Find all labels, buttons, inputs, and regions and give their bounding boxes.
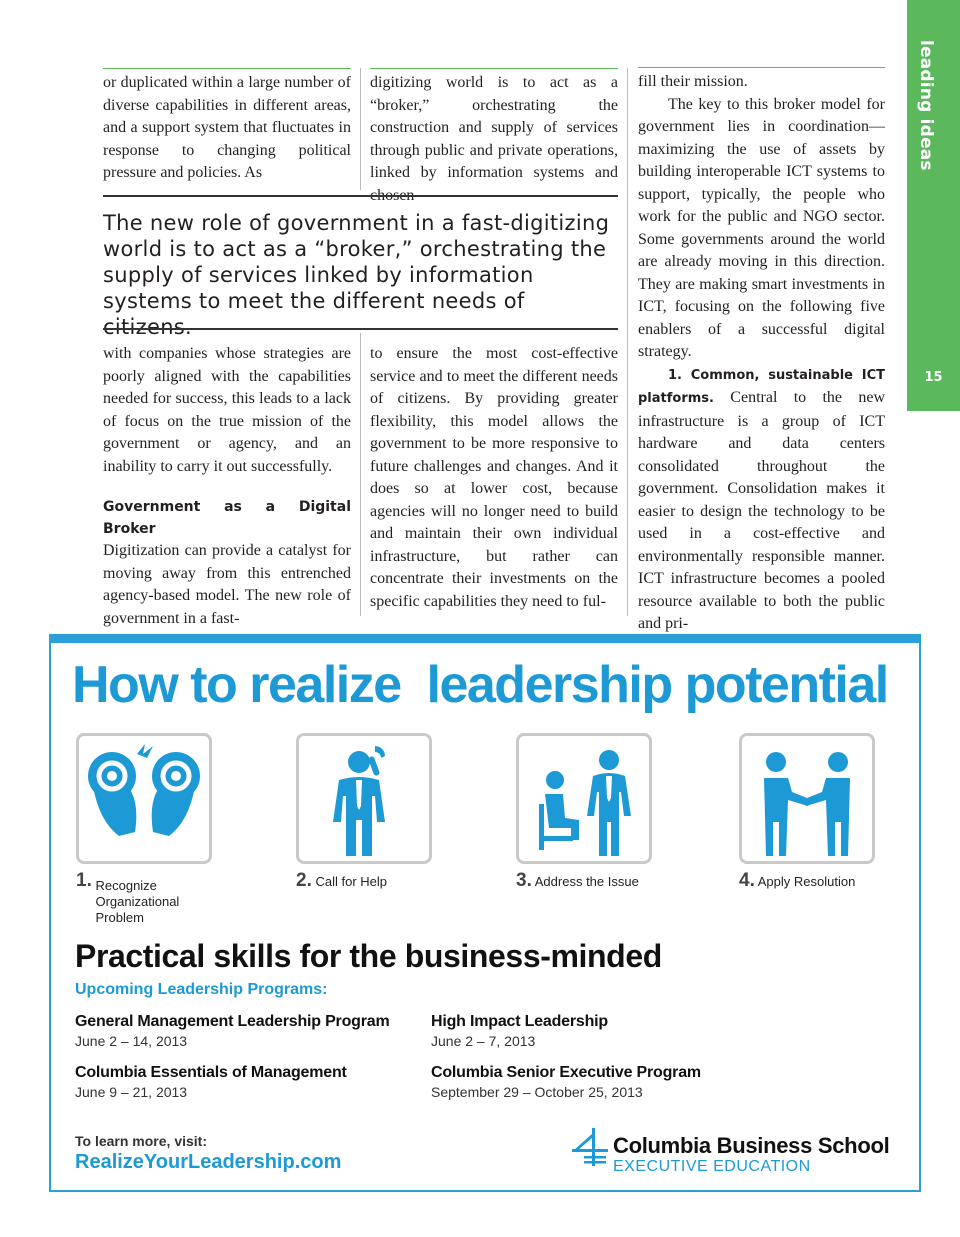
program-date: June 2 – 14, 2013 bbox=[75, 1033, 188, 1049]
ad-headline: Practical skills for the business-minded bbox=[75, 938, 662, 974]
step-4-caption bbox=[739, 870, 909, 891]
program-name: Columbia Essentials of Management bbox=[75, 1064, 347, 1081]
step-label: Recognize Organizational Problem bbox=[95, 878, 180, 925]
brand-name: Columbia Business School bbox=[613, 1133, 890, 1158]
section-tab bbox=[907, 0, 960, 411]
paragraph bbox=[638, 364, 885, 636]
paragraph: Digitization can provide a catalyst for moving away from this entrenched agency-based model. The new role of government in a fast- bbox=[103, 542, 351, 627]
phone-call-person-icon bbox=[299, 736, 429, 861]
meeting-people-icon bbox=[519, 736, 649, 861]
program-name: General Management Leadership Program bbox=[75, 1013, 390, 1030]
brand-subtitle: EXECUTIVE EDUCATION bbox=[613, 1158, 811, 1175]
paragraph: with companies whose strategies are poorly aligned with the capabilities needed for success, this leads to a lack of focus on the true mission of the government or agency, and an inability to carry it out successfully. bbox=[103, 345, 351, 475]
program-item bbox=[431, 1013, 608, 1049]
pull-quote: The new role of government in a fast-digitizing world is to act as a “broker,” orchestrating the supply of services linked by information systems to meet the different needs of citizens. bbox=[103, 211, 610, 339]
step-2-caption bbox=[296, 870, 456, 891]
program-date: September 29 – October 25, 2013 bbox=[431, 1084, 643, 1100]
pull-quote-rule-top bbox=[103, 195, 618, 197]
step-3-caption bbox=[516, 870, 696, 891]
program-name: Columbia Senior Executive Program bbox=[431, 1064, 701, 1081]
paragraph: fill their mission. bbox=[638, 73, 748, 90]
program-item bbox=[75, 1064, 347, 1100]
ad-subheading: Upcoming Leadership Programs: bbox=[75, 981, 328, 998]
step-1-caption bbox=[76, 870, 226, 926]
section-label: leading ideas bbox=[916, 40, 936, 171]
body-column-3 bbox=[638, 71, 885, 636]
ad-title: How to realize leadership potential bbox=[72, 656, 888, 714]
enabler-text: Central to the new infrastructure is a group of ICT hardware and data centers consolidated throughout the government. Consolidation makes it easier to design the technology to be used in a cost-effective and environmentally responsible manner. ICT infrastructure becomes a pooled resource available to both the public and pri- bbox=[638, 389, 885, 632]
rams-clash-icon bbox=[79, 736, 209, 861]
enabler-heading: 1. Common, sustainable ICT platforms. bbox=[638, 367, 885, 406]
step-1-card bbox=[76, 733, 212, 864]
step-label: Call for Help bbox=[315, 874, 388, 889]
step-number: 2. bbox=[296, 870, 312, 891]
step-2-card bbox=[296, 733, 432, 864]
step-3-card bbox=[516, 733, 652, 864]
paragraph: to ensure the most cost-effective service and to meet the different needs of citizens. By providing greater flexibility, this model allows the government to be more responsive to future challenges and changes. And it does so at lower cost, because agencies will no longer need to build and maintain their own individual infrastructure, but rather can concentrate their investments on the specific capabilities they need to ful- bbox=[370, 345, 618, 610]
step-label: Apply Resolution bbox=[757, 874, 856, 889]
website-link[interactable]: RealizeYourLeadership.com bbox=[75, 1151, 342, 1173]
body-column-1-bottom bbox=[103, 343, 351, 630]
step-number: 3. bbox=[516, 870, 532, 891]
paragraph: or duplicated within a large number of diverse capabilities in different areas, and a support system that fluctuates in response to changing political pressure and policies. As bbox=[103, 74, 351, 181]
body-column-1-top bbox=[103, 72, 351, 185]
columbia-crown-logo-icon bbox=[570, 1126, 610, 1168]
step-number: 4. bbox=[739, 870, 755, 891]
program-item bbox=[75, 1013, 389, 1049]
body-column-2-top bbox=[370, 72, 618, 207]
program-date: June 2 – 7, 2013 bbox=[431, 1033, 536, 1049]
column-rule bbox=[103, 68, 351, 69]
learn-more-label: To learn more, visit: bbox=[75, 1133, 207, 1149]
program-name: High Impact Leadership bbox=[431, 1013, 608, 1030]
program-date: June 9 – 21, 2013 bbox=[75, 1084, 188, 1100]
column-divider bbox=[627, 68, 628, 616]
body-column-2-bottom bbox=[370, 343, 618, 613]
handshake-icon bbox=[742, 736, 872, 861]
column-divider bbox=[360, 68, 361, 190]
column-rule bbox=[638, 67, 885, 68]
paragraph: digitizing world is to act as a “broker,” orchestrating the construction and supply of services through public and private operations, linked by information systems and chosen bbox=[370, 74, 618, 204]
column-rule bbox=[370, 68, 618, 69]
step-4-card bbox=[739, 733, 875, 864]
step-number: 1. bbox=[76, 870, 92, 891]
section-heading: Government as a Digital Broker bbox=[103, 499, 351, 537]
step-label: Address the Issue bbox=[534, 874, 639, 889]
column-divider bbox=[360, 333, 361, 616]
paragraph: The key to this broker model for government lies in coordination—maximizing the use of assets by building interoperable ICT systems to support, typically, the people who work for the public and NGO sector. Some governments around the world are already moving in this direction. They are making smart investments in ICT, focusing on the following five enablers of a successful digital strategy. bbox=[638, 95, 885, 360]
program-item bbox=[431, 1064, 701, 1100]
page-number: 15 bbox=[924, 370, 943, 385]
pull-quote-rule-bottom bbox=[103, 328, 618, 330]
